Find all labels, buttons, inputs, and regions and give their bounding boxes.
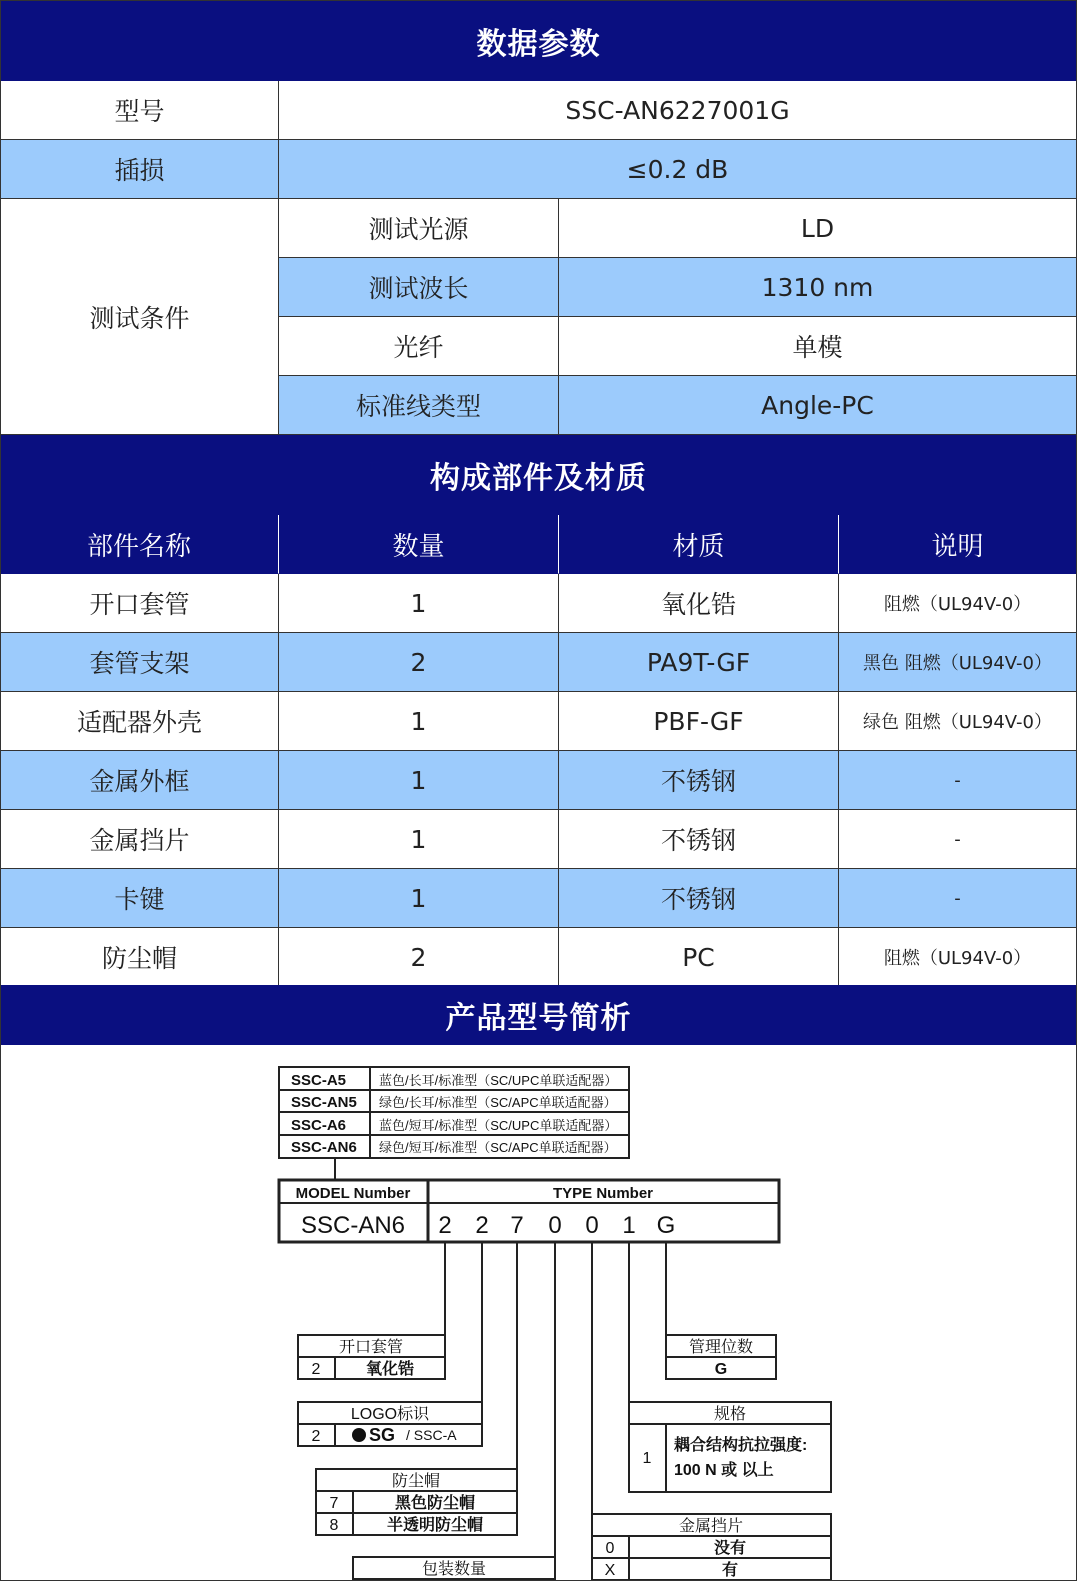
spec-title: 规格: [713, 1406, 747, 1423]
components-header: 构成部件及材质: [0, 435, 1077, 515]
component-note: 阻燃（UL94V-0）: [839, 928, 1077, 987]
series-desc: 绿色/短耳/标准型（SC/APC单联适配器）: [379, 1140, 617, 1155]
series-code: SSC-A5: [291, 1072, 347, 1089]
series-desc: 蓝色/长耳/标准型（SC/UPC单联适配器）: [379, 1073, 618, 1088]
params-header: 数据参数: [0, 0, 1077, 81]
component-qty: 1: [279, 751, 559, 810]
shutter-value: 没有: [713, 1540, 747, 1557]
sleeve-title: 开口套管: [338, 1339, 404, 1356]
test-row-value: 1310 nm: [559, 258, 1077, 317]
mgmt-title: 管理位数: [688, 1339, 754, 1356]
col-header-qty: 数量: [279, 515, 559, 574]
model-label: 型号: [0, 81, 279, 140]
component-name: 适配器外壳: [0, 692, 279, 751]
component-material: PC: [559, 928, 839, 987]
dustcap-value: 黑色防尘帽: [394, 1495, 476, 1512]
package-title: 包装数量: [421, 1561, 487, 1578]
component-name: 卡键: [0, 869, 279, 928]
component-qty: 1: [279, 574, 559, 633]
type-digit: G: [656, 1212, 676, 1239]
shutter-value: 有: [721, 1562, 739, 1579]
logo-code: 2: [311, 1428, 321, 1445]
component-qty: 2: [279, 633, 559, 692]
type-digit: 1: [622, 1212, 636, 1239]
test-row-value: LD: [559, 199, 1077, 258]
dustcap-code: 8: [329, 1517, 339, 1534]
test-row-value: Angle-PC: [559, 376, 1077, 435]
type-digit: 2: [475, 1212, 489, 1239]
component-qty: 1: [279, 869, 559, 928]
component-qty: 2: [279, 928, 559, 987]
component-name: 金属挡片: [0, 810, 279, 869]
component-name: 防尘帽: [0, 928, 279, 987]
decode-header: 产品型号简析: [0, 985, 1077, 1045]
dustcap-title: 防尘帽: [391, 1473, 441, 1490]
series-desc: 绿色/长耳/标准型（SC/APC单联适配器）: [379, 1095, 617, 1110]
type-digit: 2: [438, 1212, 452, 1239]
test-row-label: 测试波长: [279, 258, 559, 317]
component-material: PBF-GF: [559, 692, 839, 751]
logo-brand: SG: [369, 1425, 396, 1445]
component-material: 不锈钢: [559, 810, 839, 869]
sleeve-code: 2: [311, 1361, 321, 1378]
type-number-label: TYPE Number: [552, 1185, 654, 1202]
component-note: 绿色 阻燃（UL94V-0）: [839, 692, 1077, 751]
loss-label: 插损: [0, 140, 279, 199]
model-number-label: MODEL Number: [295, 1185, 411, 1202]
test-condition-label: 测试条件: [0, 199, 279, 435]
component-name: 金属外框: [0, 751, 279, 810]
type-digit: 7: [510, 1212, 524, 1239]
series-code: SSC-AN5: [291, 1094, 357, 1111]
logo-title: LOGO标识: [350, 1406, 430, 1423]
test-row-value: 单模: [559, 317, 1077, 376]
model-decode-diagram: [0, 1045, 1077, 1581]
col-header-note: 说明: [839, 515, 1077, 574]
component-material: PA9T-GF: [559, 633, 839, 692]
component-note: -: [839, 751, 1077, 810]
col-header-material: 材质: [559, 515, 839, 574]
test-row-label: 标准线类型: [279, 376, 559, 435]
sleeve-value: 氧化锆: [365, 1361, 415, 1378]
shutter-title: 金属挡片: [678, 1518, 744, 1535]
spec-code: 1: [642, 1450, 652, 1467]
series-code: SSC-AN6: [291, 1139, 357, 1156]
model-number: SSC-AN6: [300, 1212, 406, 1239]
mgmt-value: G: [714, 1361, 728, 1378]
component-material: 不锈钢: [559, 751, 839, 810]
shutter-code: X: [604, 1562, 616, 1579]
component-qty: 1: [279, 810, 559, 869]
test-row-label: 测试光源: [279, 199, 559, 258]
type-digit: 0: [548, 1212, 562, 1239]
component-note: 阻燃（UL94V-0）: [839, 574, 1077, 633]
component-material: 不锈钢: [559, 869, 839, 928]
component-name: 套管支架: [0, 633, 279, 692]
dustcap-value: 半透明防尘帽: [386, 1517, 484, 1534]
shutter-code: 0: [605, 1540, 615, 1557]
brand-logo-icon: [352, 1428, 366, 1442]
col-header-name: 部件名称: [0, 515, 279, 574]
series-code: SSC-A6: [291, 1117, 347, 1134]
test-row-label: 光纤: [279, 317, 559, 376]
component-note: -: [839, 869, 1077, 928]
spec-line1: 耦合结构抗拉强度:: [674, 1437, 808, 1454]
series-desc: 蓝色/短耳/标准型（SC/UPC单联适配器）: [379, 1118, 618, 1133]
spec-line2: 100 N 或 以上: [674, 1462, 774, 1479]
model-value: SSC-AN6227001G: [279, 81, 1077, 140]
component-material: 氧化锆: [559, 574, 839, 633]
dustcap-code: 7: [329, 1495, 339, 1512]
component-note: 黑色 阻燃（UL94V-0）: [839, 633, 1077, 692]
logo-value: / SSC-A: [406, 1427, 457, 1443]
component-qty: 1: [279, 692, 559, 751]
type-digit: 0: [585, 1212, 599, 1239]
component-note: -: [839, 810, 1077, 869]
loss-value: ≤0.2 dB: [279, 140, 1077, 199]
component-name: 开口套管: [0, 574, 279, 633]
